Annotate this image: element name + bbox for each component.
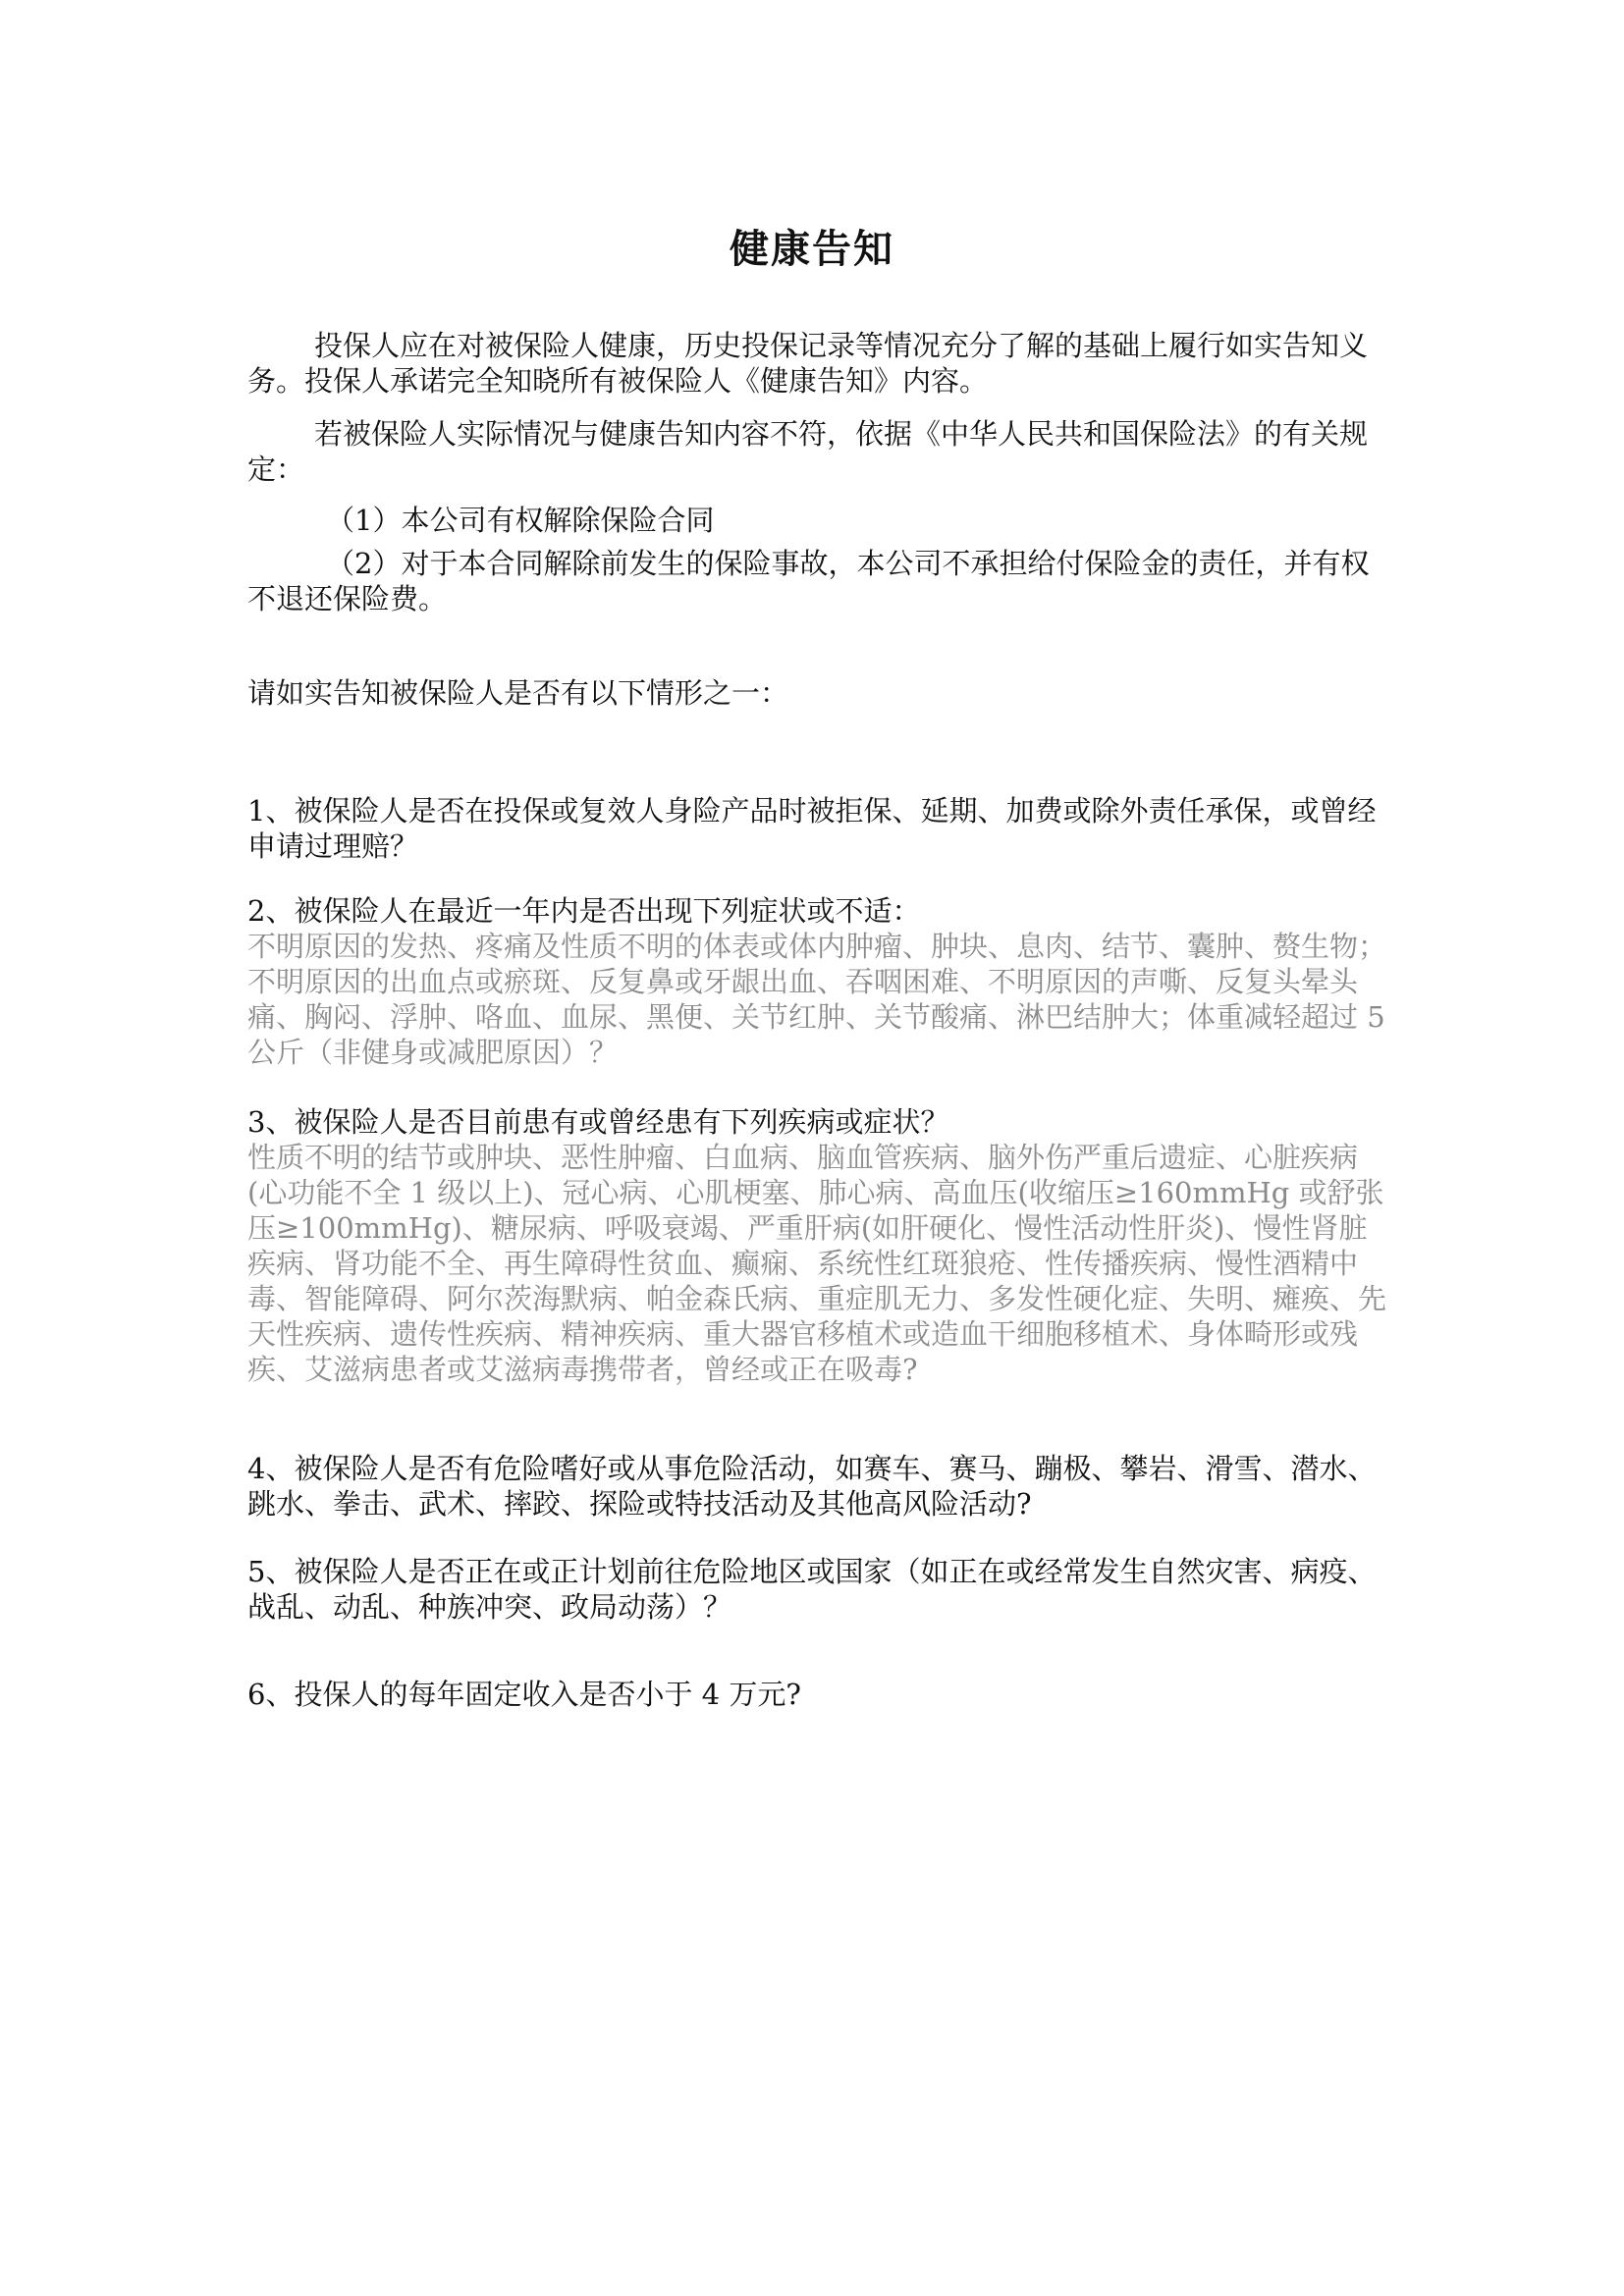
page-title: 健康告知 [730,227,894,272]
intro-item-1: （1）本公司有权解除保险合同 [326,504,715,537]
question-3 [247,1104,1386,1387]
question-6 [247,1677,1386,1712]
question-2 [247,893,1386,1070]
intro-paragraph-2: 若被保险人实际情况与健康告知内容不符，依据《中华人民共和国保险法》的有关规定： [247,417,1369,486]
intro-paragraph-1: 投保人应在对被保险人健康，历史投保记录等情况充分了解的基础上履行如实告知义务。投保人承诺完全知晓所有被保险人《健康告知》内容。 [247,329,1369,398]
question-6-title: 6、投保人的每年固定收入是否小于 4 万元? [247,1678,801,1711]
question-1-title: 1、被保险人是否在投保或复效人身险产品时被拒保、延期、加费或除外责任承保，或曾经申请过理赔？ [247,794,1377,863]
disclosure-prompt: 请如实告知被保险人是否有以下情形之一： [247,676,789,710]
question-3-detail: 性质不明的结节或肿块、恶性肿瘤、白血病、脑血管疾病、脑外伤严重后遗症、心脏疾病(心功能不全 1 级以上)、冠心病、心肌梗塞、肺心病、高血压(收缩压≥160mmHg 或舒张压≥100mmHg)、糖尿病、呼吸衰竭、严重肝病(如肝硬化、慢性活动性肝炎)、慢性肾脏疾病、肾功能不全、再生障碍性贫血、癫痫、系统性红斑狼疮、性传播疾病、慢性酒精中毒、智能障碍、阿尔茨海默病、帕金森氏病、重症肌无力、多发性硬化症、失明、瘫痪、先天性疾病、遗传性疾病、精神疾病、重大器官移植术或造血干细胞移植术、身体畸形或残疾、艾滋病患者或艾滋病毒携带者，曾经或正在吸毒? [247,1141,1387,1386]
question-4 [247,1451,1386,1522]
question-2-title: 2、被保险人在最近一年内是否出现下列症状或不适： [247,894,921,928]
question-5-title: 5、被保险人是否正在或正计划前往危险地区或国家（如正在或经常发生自然灾害、病疫、战乱、动乱、种族冲突、政局动荡）？ [247,1555,1377,1624]
question-1 [247,793,1386,864]
intro-item-2: （2）对于本合同解除前发生的保险事故，本公司不承担给付保险金的责任，并有权不退还保险费。 [247,547,1370,615]
question-2-detail: 不明原因的发热、疼痛及性质不明的体表或体内肿瘤、肿块、息肉、结节、囊肿、赘生物；不明原因的出血点或瘀斑、反复鼻或牙龈出血、吞咽困难、不明原因的声嘶、反复头晕头痛、胸闷、浮肿、咯血、血尿、黑便、关节红肿、关节酸痛、淋巴结肿大；体重减轻超过 5 公斤（非健身或减肥原因）？ [247,930,1387,1069]
question-3-title: 3、被保险人是否目前患有或曾经患有下列疾病或症状？ [247,1105,949,1139]
question-4-title: 4、被保险人是否有危险嗜好或从事危险活动，如赛车、赛马、蹦极、攀岩、滑雪、潜水、跳水、拳击、武术、摔跤、探险或特技活动及其他高风险活动? [247,1452,1377,1521]
question-5 [247,1554,1386,1625]
